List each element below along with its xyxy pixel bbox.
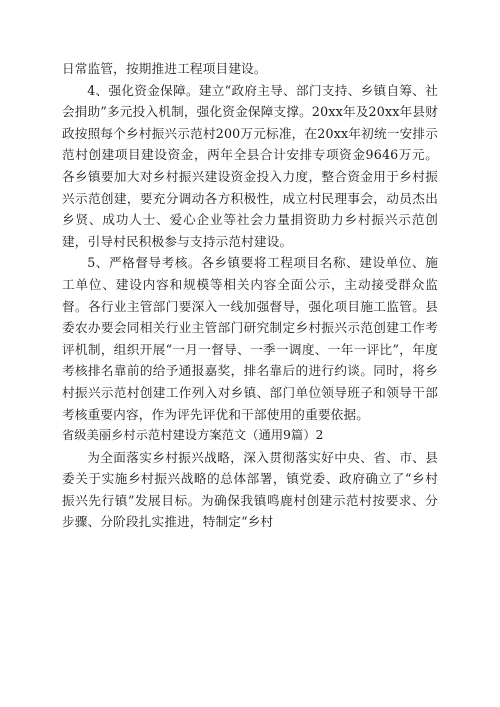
paragraph-supervision-assessment: 5、严格督导考核。各乡镇要将工程项目名称、建设单位、施工单位、建设内容和规模等相关内容全面公示，主动接受群众监督。各行业主管部门要深入一线加强督导，强化项目施工监管。县委农办要会同相关行业主管部门研究制定乡村振兴示范创建工作考评机制，组织开展“一月一督导、一季一调度、一年一评比”，年度考核排名靠前的给予通报嘉奖，排名靠后的进行约谈。同时，将乡村振兴示范村创建工作列入对乡镇、部门单位领导班子和领导干部考核重要内容，作为评先评优和干部使用的重要依据。 <box>62 255 438 422</box>
section-title: 省级美丽乡村示范村建设方案范文（通用9篇）2 <box>62 428 324 443</box>
paragraph-funding-guarantee: 4、强化资金保障。建立“政府主导、部门支持、乡镇自筹、社会捐助”多元投入机制，强化资金保障支撑。20xx年及20xx年县财政按照每个乡村振兴示范村200万元标准，在20xx年初统一安排示范村创建项目建设资金，两年全县合计安排专项资金9646万元。各乡镇要加大对乡村振兴建设资金投入力度，整合资金用于乡村振兴示范创建，要充分调动各方积极性，成立村民理事会，动员杰出乡贤、成功人士、爱心企业等社会力量捐资助力乡村振兴示范创建，引导村民积极参与支持示范村建设。 <box>62 82 438 249</box>
paragraph-continuation: 日常监管，按期推进工程项目建设。 <box>62 61 267 76</box>
paragraph-introduction: 为全面落实乡村振兴战略，深入贯彻落实好中央、省、市、县委关于实施乡村振兴战略的总体部署，镇党委、政府确立了“乡村振兴先行镇”发展目标。为确保我镇鸣鹿村创建示范村按要求、分步骤、分阶段扎实推进，特制定“乡村 <box>62 449 438 530</box>
document-body <box>62 58 438 533</box>
